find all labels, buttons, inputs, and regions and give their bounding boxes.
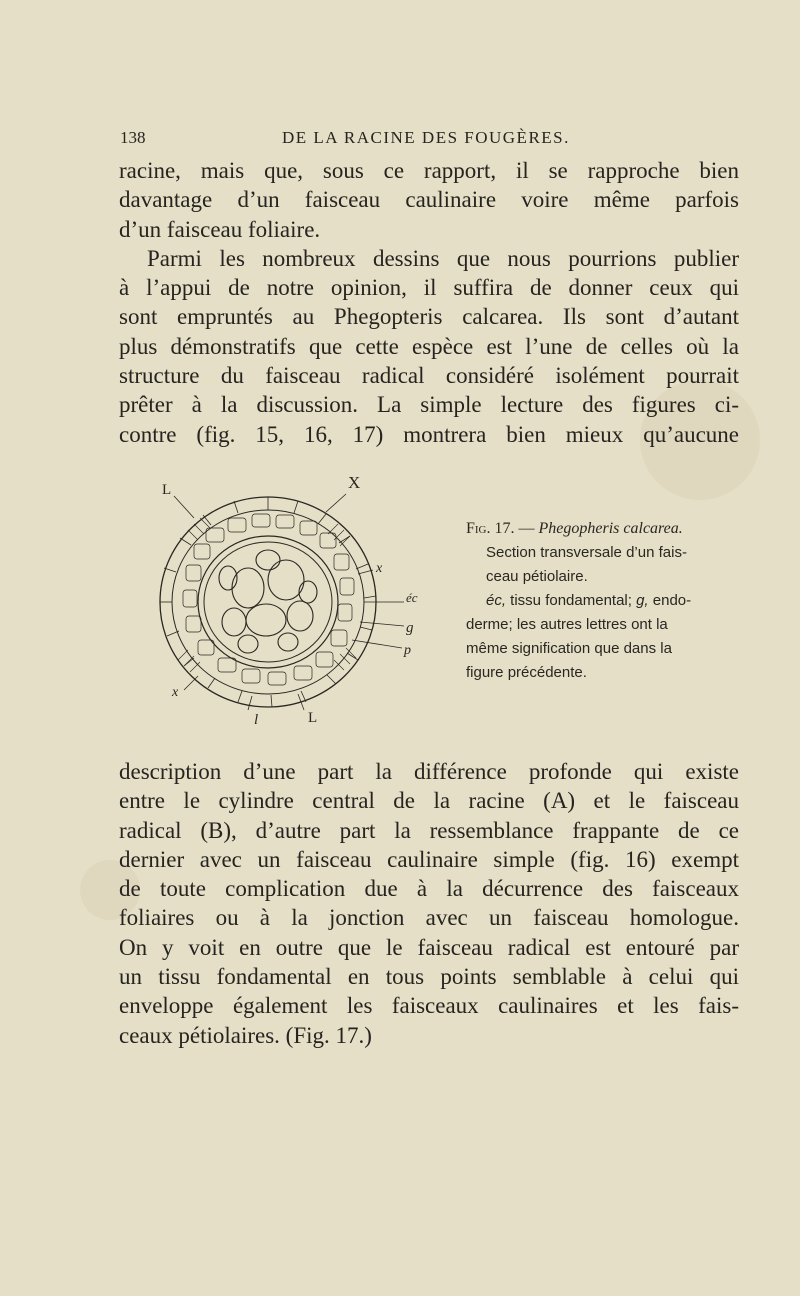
figure-label-L-bottom: L xyxy=(308,710,318,726)
text-line: structure du faisceau radical considéré isolément pourrait xyxy=(119,363,739,389)
caption-term-ec: éc, xyxy=(486,592,507,609)
caption-dash: — xyxy=(518,520,539,537)
caption-text: tissu fondamental; xyxy=(506,592,637,609)
figure-label-p-right: p xyxy=(404,643,411,658)
figure-17-illustration xyxy=(148,470,428,735)
page-number: 138 xyxy=(120,128,146,147)
body-text-top xyxy=(119,156,739,449)
figure-label-L-top: L xyxy=(162,482,172,498)
text-line: contre (fig. 15, 16, 17) montrera bien mieux qu’aucune xyxy=(119,421,739,447)
caption-text: endo- xyxy=(648,592,692,609)
caption-line xyxy=(466,589,756,613)
text-line: de toute complication due à la décurrence des faisceaux xyxy=(119,876,739,902)
caption-line: ceau pétiolaire. xyxy=(486,568,588,585)
text-line: d’un faisceau foliaire. xyxy=(119,216,321,242)
text-line: On y voit en outre que le faisceau radical est entouré par xyxy=(119,934,739,960)
text-line: à l’appui de notre opinion, il suffira de donner ceux qui xyxy=(119,275,739,301)
caption-title-line xyxy=(466,517,756,541)
caption-term-g: g, xyxy=(636,592,649,609)
text-line: foliaires ou à la jonction avec un faisceau homologue. xyxy=(119,905,739,931)
caption-line: même signification que dans la xyxy=(466,640,672,657)
body-text-bottom xyxy=(119,757,739,1050)
caption-line: derme; les autres lettres ont la xyxy=(466,616,668,633)
figure-label-ec-right: éc xyxy=(406,590,418,605)
figure-label-g-right: g xyxy=(406,620,414,636)
page-header-title: DE LA RACINE DES FOUGÈRES. xyxy=(282,128,570,147)
text-line: description d’une part la différence profonde qui existe xyxy=(119,759,739,784)
text-line: plus démonstratifs que cette espèce est l’une de celles où la xyxy=(119,333,739,359)
running-head xyxy=(120,128,740,154)
figure-label-X-top: X xyxy=(348,473,361,492)
text-line: ceaux pétiolaires. (Fig. 17.) xyxy=(119,1022,372,1048)
figure-label-x-right: x xyxy=(376,561,383,576)
caption-line: Section transversale d’un fais- xyxy=(486,544,687,561)
text-line: radical (B), d’autre part la ressemblance frappante de ce xyxy=(119,817,739,843)
text-line: racine, mais que, sous ce rapport, il se rapproche bien xyxy=(119,158,739,183)
caption-line: figure précédente. xyxy=(466,664,587,681)
text-line: un tissu fondamental en tous points semblable à celui qui xyxy=(119,964,739,990)
text-line: dernier avec un faisceau caulinaire simple (fig. 16) exempt xyxy=(119,846,739,872)
caption-species: Phegopheris calcarea. xyxy=(538,520,683,537)
text-line: prêter à la discussion. La simple lecture des figures ci- xyxy=(119,392,739,418)
text-line: entre le cylindre central de la racine (A) et le faisceau xyxy=(119,788,739,814)
figure-caption xyxy=(466,517,756,685)
figure-label-l-bottom: l xyxy=(254,712,259,728)
figure-label-x-left: x xyxy=(172,685,179,700)
vascular-bundle-section-drawing xyxy=(148,470,428,735)
text-line: enveloppe également les faisceaux caulinaires et les fais- xyxy=(119,993,739,1019)
text-line: davantage d’un faisceau caulinaire voire même parfois xyxy=(119,187,739,213)
caption-fig-label: Fig. 17. xyxy=(466,520,515,537)
text-line: sont empruntés au Phegopteris calcarea. Ils sont d’autant xyxy=(119,304,739,330)
text-line: Parmi les nombreux dessins que nous pourrions publier xyxy=(147,245,739,271)
